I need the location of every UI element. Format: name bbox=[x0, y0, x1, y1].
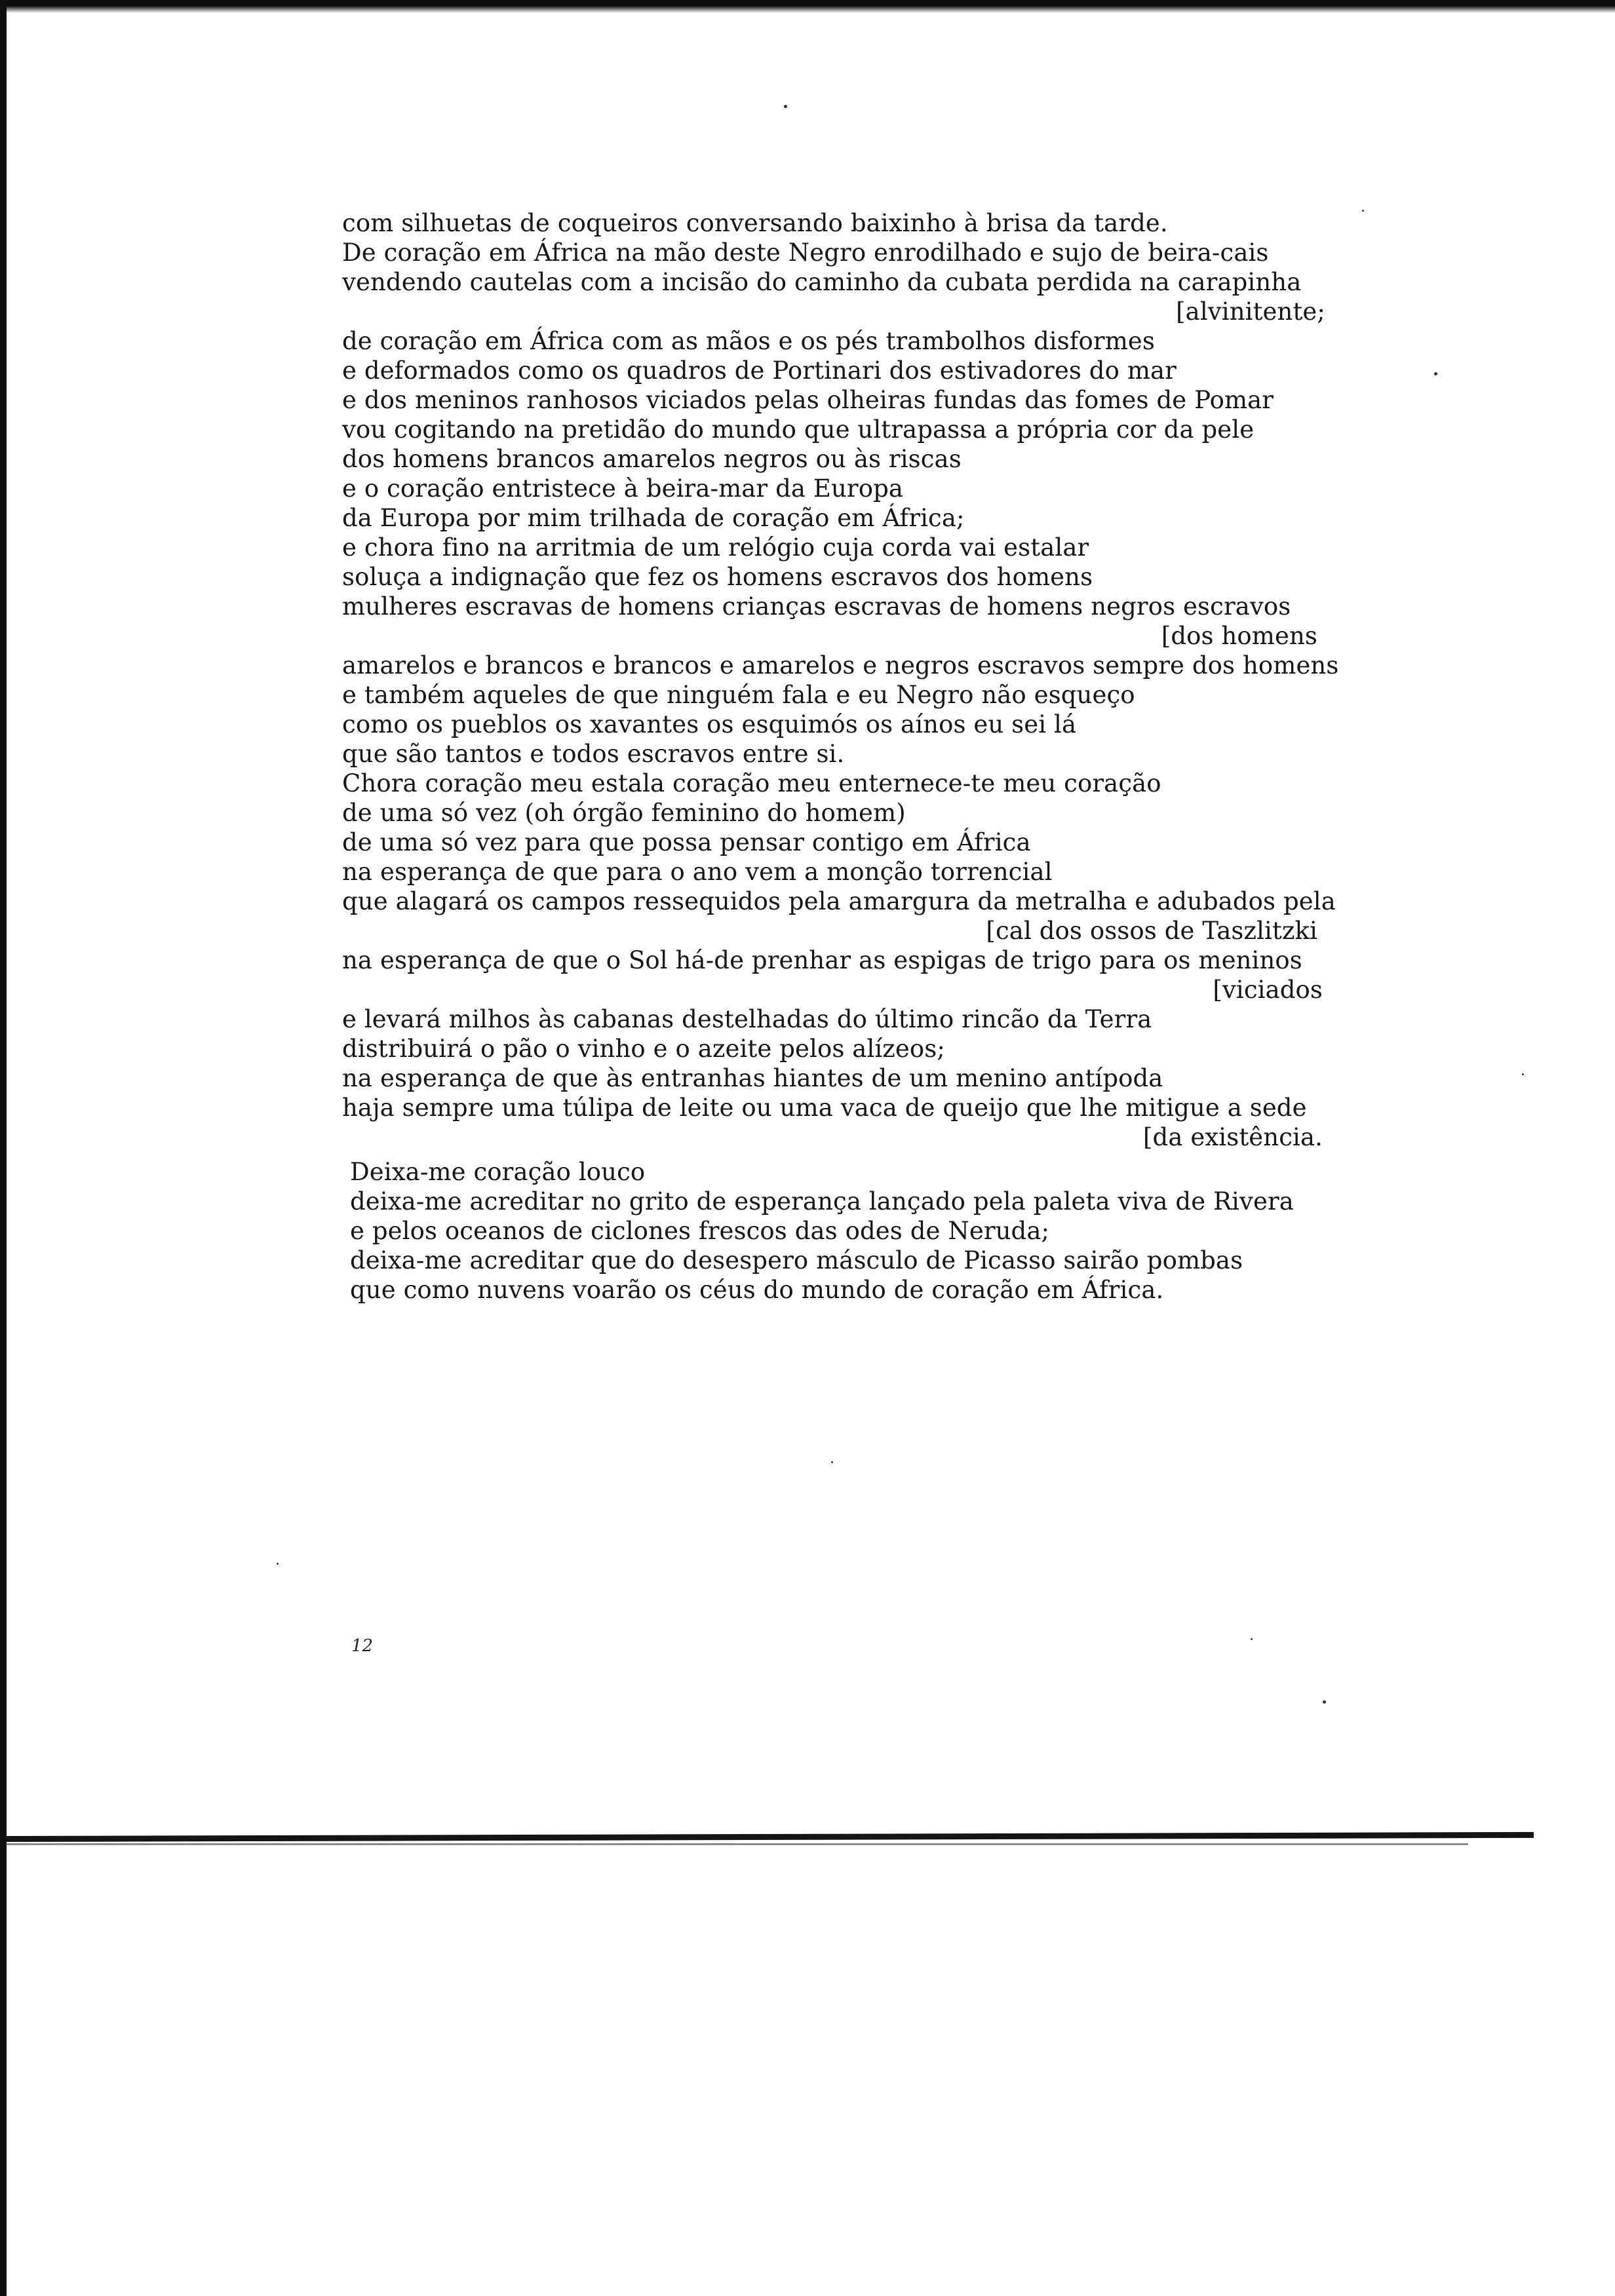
poem-line: que como nuvens voarão os céus do mundo de coração em África. bbox=[350, 1276, 1164, 1304]
page-bottom-rule-shadow bbox=[7, 1843, 1468, 1845]
scan-speck bbox=[831, 1461, 833, 1463]
poem-line: com silhuetas de coqueiros conversando baixinho à brisa da tarde. bbox=[342, 209, 1168, 237]
poem-line: vendendo cautelas com a incisão do caminho da cubata perdida na carapinha bbox=[342, 268, 1302, 296]
poem-line: de uma só vez para que possa pensar contigo em África bbox=[342, 828, 1031, 856]
poem-line: distribuirá o pão o vinho e o azeite pelos alízeos; bbox=[342, 1035, 945, 1063]
poem-line: na esperança de que para o ano vem a monção torrencial bbox=[342, 858, 1053, 886]
scan-speck bbox=[1434, 372, 1437, 375]
page-bottom-rule bbox=[7, 1832, 1534, 1842]
poem-line: e o coração entristece à beira-mar da Europa bbox=[342, 474, 904, 503]
poem-line: Deixa-me coração louco bbox=[350, 1158, 646, 1186]
poem-line-continuation: [viciados bbox=[1213, 976, 1323, 1004]
poem-line: de coração em África com as mãos e os pés trambolhos disformes bbox=[342, 327, 1155, 355]
scan-speck bbox=[1323, 1700, 1326, 1704]
scan-speck bbox=[1522, 1073, 1524, 1075]
poem-line-continuation: [dos homens bbox=[1161, 622, 1317, 650]
poem-line: e dos meninos ranhosos viciados pelas olheiras fundas das fomes de Pomar bbox=[342, 386, 1274, 414]
poem-line-continuation: [cal dos ossos de Taszlitzki bbox=[986, 917, 1317, 945]
poem-line: Chora coração meu estala coração meu enternece-te meu coração bbox=[342, 769, 1161, 797]
page-number: 12 bbox=[351, 1636, 374, 1656]
poem-line: como os pueblos os xavantes os esquimós os aínos eu sei lá bbox=[342, 710, 1077, 738]
poem-line: amarelos e brancos e brancos e amarelos e negros escravos sempre dos homens bbox=[342, 651, 1339, 679]
poem-line: haja sempre uma túlipa de leite ou uma vaca de queijo que lhe mitigue a sede bbox=[342, 1094, 1307, 1122]
poem-line: e deformados como os quadros de Portinari dos estivadores do mar bbox=[342, 356, 1177, 385]
poem-line: de uma só vez (oh órgão feminino do homem) bbox=[342, 799, 906, 827]
poem-line: mulheres escravas de homens crianças escravas de homens negros escravos bbox=[342, 592, 1291, 621]
poem-line: e levará milhos às cabanas destelhadas do último rincão da Terra bbox=[342, 1005, 1152, 1033]
poem-text-block bbox=[342, 208, 1339, 1309]
poem-line: na esperança de que o Sol há-de prenhar as espigas de trigo para os meninos bbox=[342, 946, 1302, 974]
scan-speck bbox=[1251, 1638, 1253, 1640]
poem-line: da Europa por mim trilhada de coração em África; bbox=[342, 504, 965, 532]
poem-line: e também aqueles de que ninguém fala e eu Negro não esqueço bbox=[342, 681, 1135, 709]
poem-line-continuation: [alvinitente; bbox=[1176, 297, 1325, 326]
scan-speck bbox=[277, 1563, 279, 1565]
poem-line: e chora fino na arritmia de um relógio cuja corda vai estalar bbox=[342, 533, 1089, 562]
poem-line: dos homens brancos amarelos negros ou às riscas bbox=[342, 445, 962, 473]
poem-line: deixa-me acreditar no grito de esperança lançado pela paleta viva de Rivera bbox=[350, 1187, 1294, 1215]
poem-line: e pelos oceanos de ciclones frescos das odes de Neruda; bbox=[350, 1217, 1050, 1245]
poem-line: vou cogitando na pretidão do mundo que ultrapassa a própria cor da pele bbox=[342, 415, 1255, 444]
scan-speck bbox=[1362, 210, 1364, 212]
poem-line: deixa-me acreditar que do desespero másculo de Picasso sairão pombas bbox=[350, 1246, 1243, 1274]
poem-line-continuation: [da existência. bbox=[1143, 1123, 1323, 1151]
poem-line: na esperança de que às entranhas hiantes de um menino antípoda bbox=[342, 1064, 1163, 1092]
scan-top-edge bbox=[0, 0, 1615, 13]
poem-line: que são tantos e todos escravos entre si. bbox=[342, 740, 845, 768]
scan-speck bbox=[784, 105, 787, 108]
poem-line: que alagará os campos ressequidos pela amargura da metralha e adubados pela bbox=[342, 887, 1336, 915]
poem-line: De coração em África na mão deste Negro enrodilhado e sujo de beira-cais bbox=[342, 239, 1269, 267]
scan-left-edge bbox=[0, 0, 7, 2296]
poem-line: soluça a indignação que fez os homens escravos dos homens bbox=[342, 563, 1093, 591]
